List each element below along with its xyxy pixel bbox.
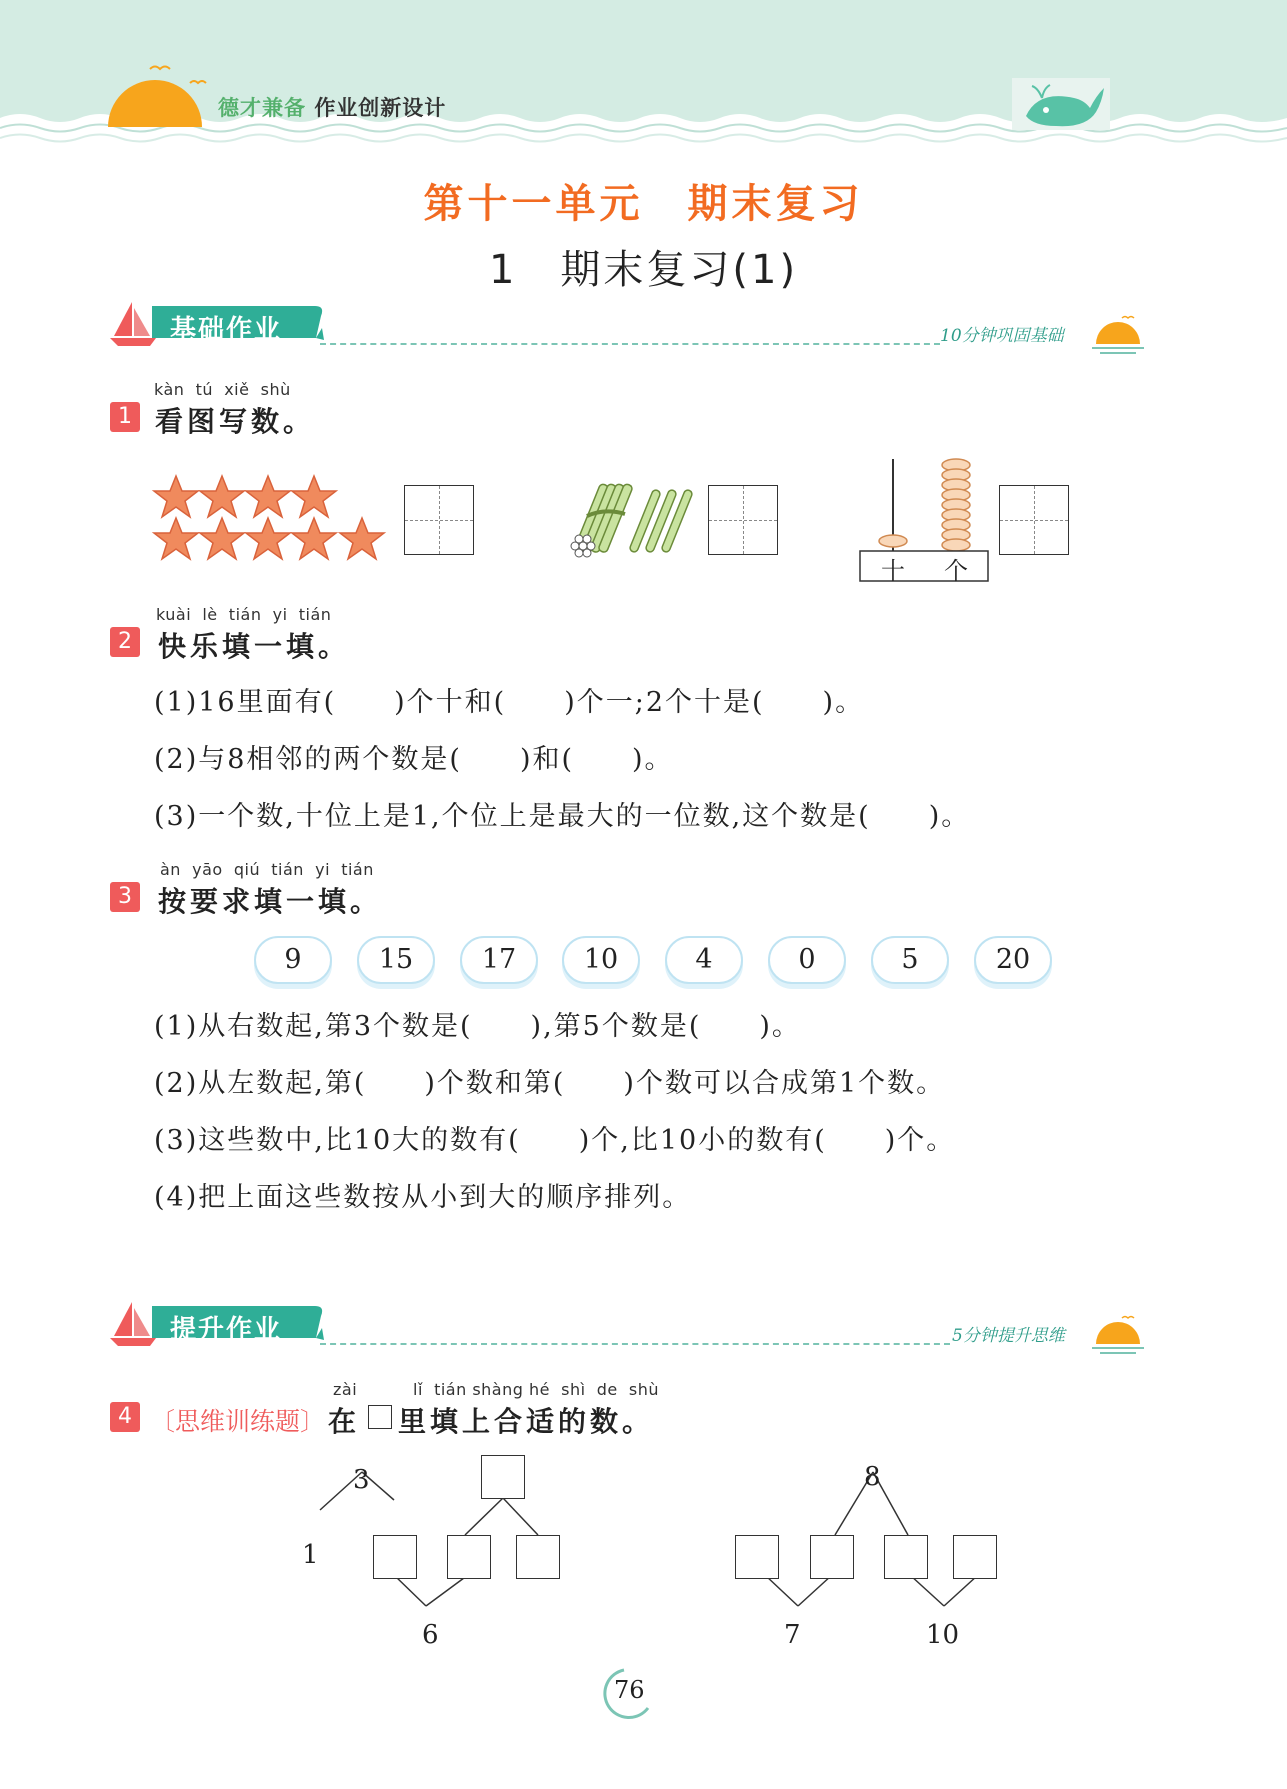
lesson-title: 1 期末复习(1): [488, 247, 799, 293]
tree-answer-box[interactable]: [810, 1535, 854, 1579]
brand-title: [218, 92, 446, 122]
number-cloud: 17: [460, 936, 538, 984]
starfish-icon: [246, 476, 290, 517]
small-sun-icon: [1092, 312, 1152, 358]
tree-left-left: 1: [302, 1540, 319, 1570]
q2-line-1: (1)16里面有( )个十和( )个一;2个十是( )。: [154, 687, 865, 718]
tree-answer-box[interactable]: [516, 1535, 560, 1579]
q3-number: 3: [110, 882, 140, 912]
q1-answer-box-3[interactable]: [999, 485, 1069, 555]
starfish-icon: [154, 518, 198, 559]
section-basic-divider: [320, 343, 940, 345]
starfish-icon: [292, 476, 336, 517]
brand-part2: 作业创新设计: [314, 96, 447, 120]
starfish-icon: [200, 518, 244, 559]
number-cloud: 10: [562, 936, 640, 984]
tree-answer-box[interactable]: [735, 1535, 779, 1579]
starfish-icon: [200, 476, 244, 517]
tree-answer-box[interactable]: [481, 1455, 525, 1499]
starfish-icon: [154, 476, 198, 517]
starfish-icon: [292, 518, 336, 559]
tree-answer-box[interactable]: [447, 1535, 491, 1579]
starfish-icon: [340, 518, 384, 559]
q1-number: 1: [110, 402, 140, 432]
tree-left-top: 3: [353, 1465, 370, 1495]
tree-right-bottom-right: 10: [926, 1620, 960, 1650]
q4-title-after: 里填上合适的数。: [398, 1405, 655, 1438]
q3-line-4: (4)把上面这些数按从小到大的顺序排列。: [154, 1182, 692, 1213]
tree-answer-box[interactable]: [373, 1535, 417, 1579]
q3-pinyin: àn yāo qiú tián yi tián: [160, 860, 374, 879]
unit-title: 第十一单元 期末复习: [423, 181, 864, 227]
brand-part1: 德才兼备: [218, 96, 306, 120]
starfish-group: [150, 470, 390, 566]
tree-answer-box[interactable]: [953, 1535, 997, 1579]
number-cloud: 5: [871, 936, 949, 984]
q2-pinyin: kuài lè tián yi tián: [156, 605, 332, 624]
number-cloud: 20: [974, 936, 1052, 984]
page-number: 76: [614, 1676, 645, 1704]
number-cloud: 0: [768, 936, 846, 984]
section-advanced-label: 提升作业: [170, 1315, 283, 1345]
q3-line-3: (3)这些数中,比10大的数有( )个,比10小的数有( )个。: [154, 1125, 956, 1156]
q4-title-box-icon: [368, 1405, 392, 1429]
tree-right-bottom-left: 7: [784, 1620, 801, 1650]
q2-line-3: (3)一个数,十位上是1,个位上是最大的一位数,这个数是( )。: [154, 801, 971, 832]
q4-title-before: 在: [328, 1405, 361, 1438]
q3-line-2: (2)从左数起,第( )个数和第( )个数可以合成第1个数。: [154, 1068, 946, 1099]
q2-line-2: (2)与8相邻的两个数是( )和( )。: [154, 744, 674, 775]
section-advanced-note: 5分钟提升思维: [952, 1326, 1065, 1346]
number-cloud: 9: [254, 936, 332, 984]
abacus-ones-label: 个: [944, 557, 968, 585]
abacus-tens-label: 十: [881, 557, 905, 585]
stick-bundle-icon: [565, 478, 700, 560]
q3-title: 按要求填一填。: [158, 885, 383, 918]
q1-answer-box-1[interactable]: [404, 485, 474, 555]
starfish-icon: [246, 518, 290, 559]
tree-right-top: 8: [864, 1462, 881, 1492]
sun-icon: [100, 55, 210, 130]
number-cloud: 15: [357, 936, 435, 984]
section-advanced-divider: [320, 1343, 950, 1345]
section-basic-note: 10分钟巩固基础: [940, 326, 1064, 346]
tree-answer-box[interactable]: [884, 1535, 928, 1579]
q2-number: 2: [110, 627, 140, 657]
q1-answer-box-2[interactable]: [708, 485, 778, 555]
section-basic-label: 基础作业: [170, 315, 283, 345]
q3-line-1: (1)从右数起,第3个数是( ),第5个数是( )。: [154, 1011, 801, 1042]
abacus-icon: [858, 455, 990, 583]
whale-icon: [1012, 74, 1112, 132]
q1-title: 看图写数。: [155, 405, 316, 438]
q4-tag: 〔思维训练题〕: [150, 1407, 326, 1436]
tree-left-bottom: 6: [422, 1620, 439, 1650]
q1-pinyin: kàn tú xiě shù: [154, 380, 291, 399]
q4-pinyin: zài lǐ tián shàng hé shì de shù: [333, 1380, 660, 1399]
q2-title: 快乐填一填。: [158, 630, 351, 663]
number-cloud: 4: [665, 936, 743, 984]
q4-number: 4: [110, 1402, 140, 1432]
small-sun-icon: [1092, 1312, 1152, 1358]
